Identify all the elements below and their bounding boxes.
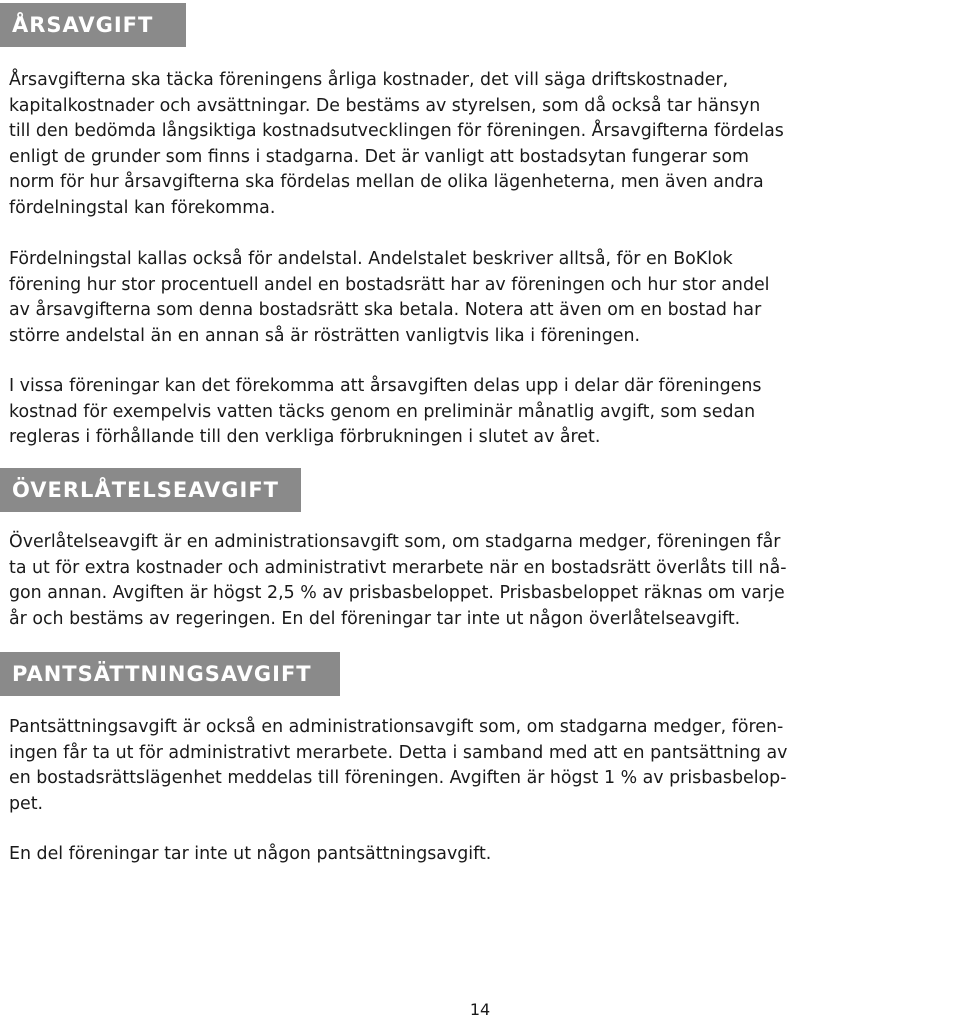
section-heading-overlatelseavgift: ÖVERLÅTELSEAVGIFT <box>0 468 301 512</box>
paragraph: Överlåtelseavgift är en administrationsavgift som, om stadgarna medger, föreningen får ta ut för extra kostnader och administrativt merarbete när en bostadsrätt överlåts till nå- gon annan. Avgiften är högst 2,5 % av prisbasbeloppet. Prisbasbeloppet räknas om varje år och bestäms av regeringen. En del föreningar tar inte ut någon överlåtelseavgift. <box>9 532 787 629</box>
paragraph: En del föreningar tar inte ut någon pantsättningsavgift. <box>9 844 492 864</box>
page-number: 14 <box>469 1000 491 1019</box>
paragraph: Fördelningstal kallas också för andelstal. Andelstalet beskriver alltså, för en BoKlok förening hur stor procentuell andel en bostadsrätt har av föreningen och hur stor andel av årsavgifterna som denna bostadsrätt ska betala. Notera att även om en bostad har större andelstal än en annan så är rösträtten vanligtvis lika i föreningen. <box>9 249 770 346</box>
section-heading-pantsattningsavgift: PANTSÄTTNINGSAVGIFT <box>0 652 340 696</box>
paragraph: I vissa föreningar kan det förekomma att årsavgiften delas upp i delar där föreningens kostnad för exempelvis vatten täcks genom en preliminär månatlig avgift, som sedan regleras i förhållande till den verkliga förbrukningen i slutet av året. <box>9 376 762 448</box>
paragraph: Pantsättningsavgift är också en administrationsavgift som, om stadgarna medger, fören- ingen får ta ut för administrativt merarbete. Detta i samband med att en pantsättning av en bostadsrättslägenhet meddelas till föreningen. Avgiften är högst 1 % av prisbasbelop- pet. <box>9 717 788 814</box>
paragraph: Årsavgifterna ska täcka föreningens årliga kostnader, det vill säga driftskostnader, kapitalkostnader och avsättningar. De bestäms av styrelsen, som då också tar hänsyn till den bedömda långsiktiga kostnadsutvecklingen för föreningen. Årsavgifterna fördelas enligt de grunder som finns i stadgarna. Det är vanligt att bostadsytan fungerar som norm för hur årsavgifterna ska fördelas mellan de olika lägenheterna, men även andra fördelningstal kan förekomma. <box>9 70 784 218</box>
section-heading-arsavgift: ÅRSAVGIFT <box>0 3 186 47</box>
